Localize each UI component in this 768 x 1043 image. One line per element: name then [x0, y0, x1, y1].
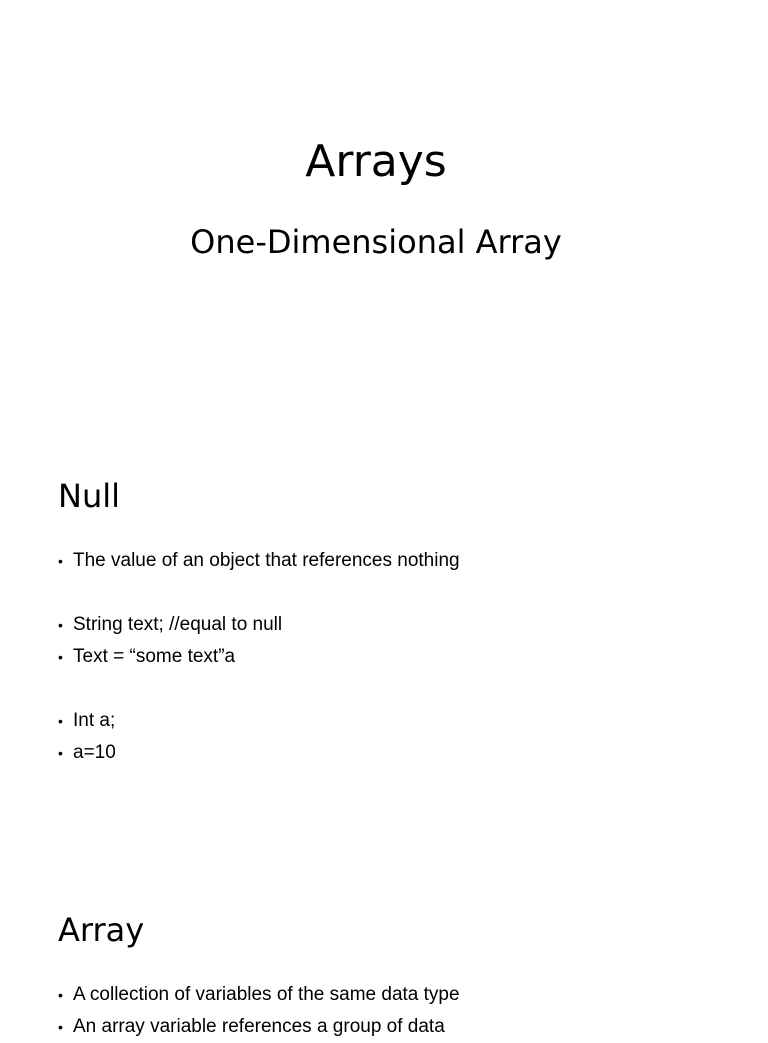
bullet-icon: •: [58, 649, 63, 665]
array-slide: [0, 870, 768, 1037]
bullet-text: Text = “some text”a: [73, 646, 236, 667]
bullet-icon: •: [58, 617, 63, 633]
bullet-text: a=10: [73, 742, 116, 763]
list-item: [58, 737, 460, 769]
bullet-icon: •: [58, 1019, 63, 1035]
bullet-text: Int a;: [73, 710, 116, 731]
bullet-text: The value of an object that references nothing: [73, 550, 460, 571]
bullet-text: A collection of variables of the same data type: [73, 984, 460, 1005]
list-item: [58, 705, 460, 737]
subtitle: One-Dimensional Array: [190, 223, 562, 261]
bullet-text: An array variable references a group of data: [73, 1016, 445, 1037]
slide-heading-array: Array: [58, 911, 145, 949]
bullet-text: String text; //equal to null: [73, 614, 283, 635]
list-item: [58, 545, 460, 577]
main-title: Arrays: [305, 136, 447, 187]
bullet-icon: •: [58, 553, 63, 569]
bullet-icon: •: [58, 713, 63, 729]
list-item: [58, 609, 460, 641]
slide-heading-null: Null: [58, 477, 120, 515]
bullet-icon: •: [58, 987, 63, 1003]
bullet-list-array: [58, 979, 460, 1043]
list-item: [58, 641, 460, 673]
bullet-list-null: [58, 545, 460, 769]
null-slide: [0, 440, 768, 870]
bullet-icon: •: [58, 745, 63, 761]
list-item: [58, 1011, 460, 1043]
title-slide: [0, 0, 768, 400]
list-item: [58, 979, 460, 1011]
